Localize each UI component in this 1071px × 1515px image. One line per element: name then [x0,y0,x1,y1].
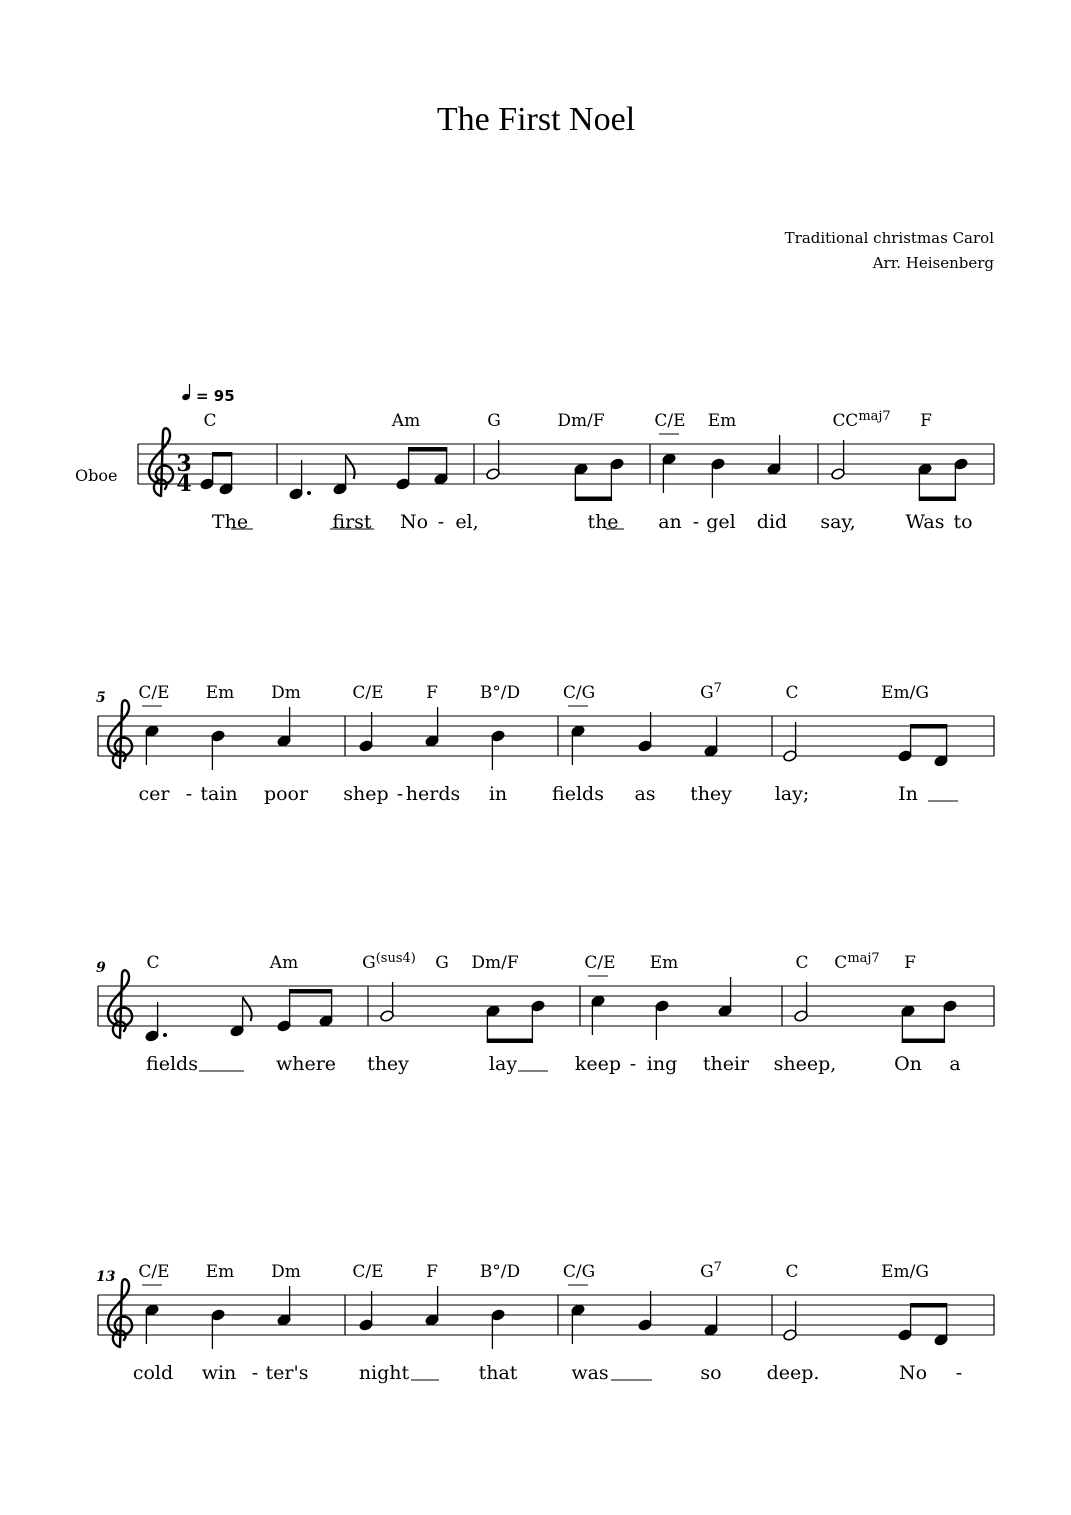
lyric-syllable: they [690,783,732,805]
chord-symbol [426,683,438,703]
chord-root: C/E [138,683,170,703]
lyric-syllable: as [634,783,656,805]
chord-root: Em [707,411,737,431]
note [230,997,252,1037]
chord-root: C/G [562,1262,596,1282]
staff-system [138,409,994,533]
lyric-syllable: fields [146,1053,198,1075]
lyric-syllable: where [275,1053,337,1075]
instrument-name: Oboe [75,466,118,485]
chord-symbol [700,681,722,703]
chord-root: C [785,683,799,703]
note [277,1286,292,1326]
chord-extension: 7 [713,681,722,696]
chord-symbol [832,411,845,431]
lyric-syllable: herds [405,783,461,805]
chord-symbol [881,683,929,703]
note [359,712,374,752]
chord-root: Am [391,411,421,431]
tempo-marking [181,384,234,405]
beam [289,989,332,994]
chord-root: F [426,1262,438,1282]
note [425,707,440,747]
staff-system [96,681,994,805]
chord-root: C [834,953,848,973]
chord-symbol [650,953,679,973]
note [491,1309,506,1349]
chord-root: F [904,953,916,973]
chord-root: Dm/F [557,411,605,431]
note [277,707,292,747]
chord-root: Em/G [881,1262,929,1282]
chord-symbol [904,953,916,973]
note [638,1291,653,1331]
chord-root: G [487,411,501,431]
chord-symbol [471,953,518,973]
lyric-syllable: - [629,1053,637,1075]
chord-root: C [203,411,217,431]
chord-root: C/G [562,683,596,703]
lyric-syllable: poor [263,783,309,805]
note [145,1002,167,1042]
note [486,440,501,480]
chord-root: Em [649,953,679,973]
chord-symbol [795,953,808,973]
chord-root: C [785,1262,799,1282]
chord-symbol [352,1262,383,1282]
note [783,1301,798,1341]
beam-group [212,452,232,489]
lyric-syllable: the [587,511,619,533]
chord-symbol [487,411,501,431]
chord-root: C [845,411,859,431]
lyric-syllable: gel [706,511,736,533]
chord-root: C/E [352,683,384,703]
treble-clef-icon [149,428,173,496]
beam [575,497,612,502]
chord-symbol [563,1262,595,1282]
lyric-syllable: No [898,1362,928,1384]
chord-symbol [834,951,879,973]
chord-root: C/E [654,411,686,431]
chord-symbol [845,409,890,431]
chord-root: C/E [138,1262,170,1282]
note [655,1000,670,1040]
chord-symbol [584,953,615,973]
chord-root: Em [205,1262,235,1282]
augmentation-dot [307,491,311,495]
beam [212,452,232,457]
chord-root: G [362,953,376,973]
chord-root: C [146,953,160,973]
beam [919,497,956,502]
lyric-syllable: that [478,1362,518,1384]
chord-root: Dm [271,1262,301,1282]
lyric-syllable: an [658,511,682,533]
lyric-syllable: sheep, [773,1053,837,1075]
chord-root: B°/D [479,683,521,703]
note [491,730,506,770]
lyric-syllable: - [251,1362,259,1384]
chord-symbol [271,1262,301,1282]
flag [243,997,252,1021]
treble-clef-icon [108,970,132,1038]
note [783,722,798,762]
note [794,982,809,1022]
lyric-syllable: No [399,511,429,533]
chord-symbol [700,1260,722,1282]
chord-root: C/E [352,1262,384,1282]
lyric-syllable: they [367,1053,409,1075]
beam-group [910,724,947,761]
chord-extension: 7 [713,1260,722,1275]
note [767,435,782,475]
chord-symbol [146,953,159,973]
lyric-syllable: did [756,511,788,533]
lyric-syllable: - [185,783,193,805]
chord-root: Am [269,953,299,973]
treble-clef-icon [108,1279,132,1347]
beam [487,1039,533,1044]
lyric-syllable: Was [905,511,945,533]
time-signature-bottom: 4 [176,471,192,497]
beam [910,724,947,729]
chord-symbol [881,1262,929,1282]
chord-root: Dm/F [471,953,519,973]
note [718,977,733,1017]
chord-symbol [138,683,169,703]
beam-group [910,1303,947,1340]
note [211,1309,226,1349]
page-title: The First Noel [436,101,636,138]
lyric-syllable: night [358,1362,410,1384]
lyric-syllable: their [702,1053,750,1075]
chord-symbol [557,411,604,431]
chord-root: G [700,683,714,703]
chord-symbol [206,1262,235,1282]
beam [408,447,447,452]
flag [346,455,355,479]
lyric-syllable: - [955,1362,963,1384]
chord-root: G [700,1262,714,1282]
chord-symbol [563,683,595,703]
chord-root: Em/G [881,683,929,703]
lyric-syllable: cer [138,783,170,805]
lyric-syllable: el, [455,511,479,533]
beam [910,1303,947,1308]
note [211,730,226,770]
chord-symbol [785,683,798,703]
tempo-value: = 95 [196,387,235,405]
lyric-syllable: ing [646,1053,678,1075]
chord-symbol [362,951,416,973]
chord-root: C [832,411,846,431]
chord-symbol [435,953,449,973]
treble-clef-icon [108,700,132,768]
chord-symbol [269,953,298,973]
chord-root: Em [205,683,235,703]
chord-extension: maj7 [858,409,891,424]
chord-symbol [785,1262,798,1282]
chord-symbol [920,411,932,431]
chord-symbol [708,411,737,431]
composer-credit: Traditional christmas Carol [784,229,994,247]
lyric-syllable: ter's [265,1362,309,1384]
chord-symbol [206,683,235,703]
chord-symbol [138,1262,169,1282]
note [638,712,653,752]
beam [902,1039,945,1044]
chord-symbol [352,683,383,703]
chord-symbol [391,411,420,431]
lyric-syllable: cold [132,1362,174,1384]
chord-symbol [271,683,301,703]
measure-number: 5 [96,690,106,706]
lyric-syllable: deep. [766,1362,820,1384]
augmentation-dot [163,1033,167,1037]
note [711,458,726,498]
note [831,440,846,480]
note [333,455,355,495]
chord-symbol [203,411,216,431]
chord-root: F [426,683,438,703]
note [425,1286,440,1326]
lyric-syllable: - [437,511,445,533]
measure-number: 9 [96,960,106,976]
lyric-syllable: a [949,1053,961,1075]
lyric-syllable: In [898,783,918,805]
lyric-syllable: was [571,1362,609,1384]
arranger-credit: Arr. Heisenberg [872,254,994,272]
chord-root: C/E [584,953,616,973]
chord-root: Dm [271,683,301,703]
lyric-syllable: to [953,511,973,533]
lyric-syllable: - [692,511,700,533]
chord-root: G [435,953,449,973]
lyric-syllable: tain [200,783,238,805]
note [704,717,719,757]
staff-system [96,1260,994,1384]
chord-symbol [654,411,685,431]
lyric-syllable: lay [488,1053,518,1075]
chord-symbol [480,683,520,703]
chord-symbol [426,1262,438,1282]
lyric-syllable: lay; [774,783,810,805]
lyric-syllable: first [332,511,372,533]
lyric-syllable: keep [574,1053,622,1075]
chord-extension: (sus4) [375,951,416,966]
lyric-syllable: shep [343,783,389,805]
lyric-syllable: - [396,783,404,805]
chord-extension: maj7 [847,951,880,966]
chord-root: F [920,411,932,431]
measure-number: 13 [96,1269,116,1285]
note [380,982,395,1022]
lyric-syllable: The [211,511,249,533]
chord-root: C [795,953,809,973]
chord-root: B°/D [479,1262,521,1282]
lyric-syllable: win [201,1362,237,1384]
lyric-syllable: On [894,1053,922,1075]
time-signature-top: 3 [176,451,192,477]
lyric-syllable: so [700,1362,722,1384]
lyric-syllable: say, [820,511,856,533]
staff-system [96,951,994,1075]
lyric-syllable: fields [552,783,604,805]
note [289,460,311,500]
lyric-syllable: in [488,783,508,805]
note [704,1296,719,1336]
chord-symbol [480,1262,520,1282]
note [359,1291,374,1331]
